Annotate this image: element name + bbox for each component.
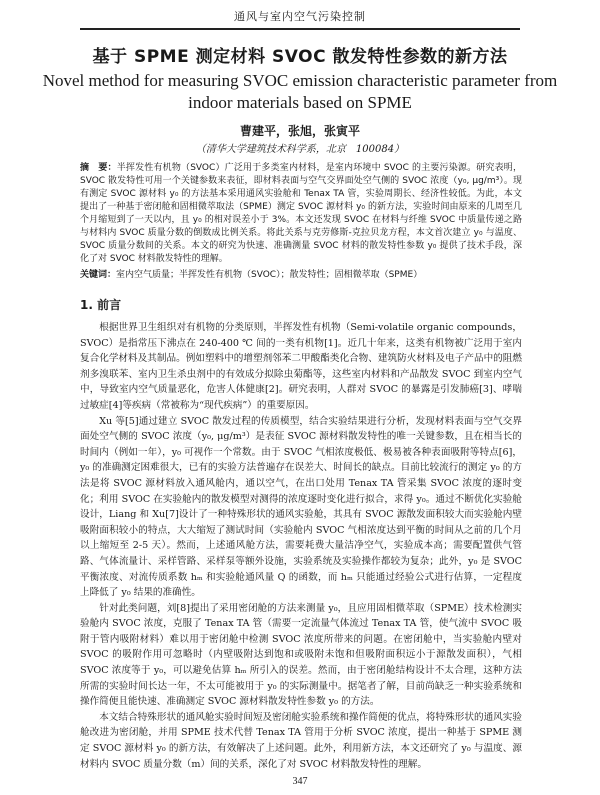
abstract xyxy=(80,162,522,266)
paragraph: Xu 等[5]通过建立 SVOC 散发过程的传质模型，结合实验结果进行分析，发现材料表面与空气交界面处空气侧的 SVOC 浓度（y₀, μg/m³）是表征 SVOC 源材料散发特性的唯一关键参数，且在相当长的时间内（例如一年），y₀ 可视作一个常数。由于 SVOC 气相浓度极低、极易被各种表面吸附等特点[6]，y₀ 的准确测定困难很大，已有的实验方法普遍存在误差大、时间长的缺点。目前比较流行的测定 y₀ 的方法是将 SVOC 源材料放入通风舱内，通以空气，在出口处用 Tenax TA 管采集 SVOC 浓度的逐时变化；利用 SVOC 在实验舱内的散发模型对测得的浓度逐时变化进行拟合，求得 y₀。通过不断优化实验舱设计，Liang 和 Xu[7]设计了一种特殊形状的通风实验舱，其具有 SVOC 源散发面积较大而实验舱内壁吸附面积较小的特点，大大缩短了测试时间（实验舱内 SVOC 气相浓度达到平衡的时间从之前的几个月以上缩短至 2-5 天）。然而，上述通风舱方法，需要耗费大量洁净空气，实验成本高；需要配置供气管路、气体流量计、采样管路、采样泵等额外设施，实验系统及实验操作都较为复杂；此外，y₀ 是 SVOC 平衡浓度、对流传质系数 hₘ 和实验舱通风量 Q 的函数，而 hₘ 只能通过经验公式进行估算，一定程度上降低了 y₀ 结果的准确性。 xyxy=(80,415,522,599)
title-chinese: 基于 SPME 测定材料 SVOC 散发特性参数的新方法 xyxy=(92,47,508,67)
affiliation: （清华大学建筑技术科学系，北京 100084） xyxy=(195,144,405,155)
paragraph: 本文结合特殊形状的通风舱实验时间短及密闭舱实验系统和操作简便的优点，将特殊形状的通风实验舱改进为密闭舱，并用 SPME 技术代替 Tenax TA 管用于分析 SVOC 浓度，提出一种基于 SPME 测定 SVOC 源材料 y₀ 的新方法，有效解决了上述问题。此外，利用新方法，本文还研究了 y₀ 与温度、源材料内 SVOC 质量分数（m）间的关系，深化了对 SVOC 材料散发特性的理解。 xyxy=(80,711,522,770)
keywords-label: 关键词： xyxy=(80,270,117,280)
paragraph: 根据世界卫生组织对有机物的分类原则，半挥发性有机物（Semi-volatile organic compounds，SVOC）是指常压下沸点在 240-400 ℃ 间的一类有机物[1]。近几十年来，这类有机物被广泛用于室内复合化学材料及其制品。例如塑料中的增塑剂邻苯二甲酸酯类化合物、建筑防火材料及电子产品中的阻燃剂多溴联苯、室内卫生杀虫剂中的有效成分拟除虫菊酯等，这些室内材料和产品散发 SVOC 到室内空气中，导致室内空气质量恶化，危害人体健康[2]。研究表明，人群对 SVOC 的暴露是引发肺癌[3]、哮喘过敏症[4]等疾病（常被称为“现代疾病”）的重要原因。 xyxy=(80,322,522,411)
keywords xyxy=(80,269,522,282)
abstract-label: 摘 要： xyxy=(80,163,117,173)
keywords-text: 室内空气质量；半挥发性有机物（SVOC）；散发特性；固相微萃取（SPME） xyxy=(116,270,423,280)
author-list: 曹建平，张旭，张寅平 xyxy=(239,124,360,138)
paragraph: 针对此类问题，刘[8]提出了采用密闭舱的方法来测量 y₀，且应用固相微萃取（SPME）技术检测实验舱内 SVOC 浓度，克服了 Tenax TA 管（需要一定流量气体流过 Tenax TA 管，使气流中 SVOC 吸附于管内吸附材料）难以用于密闭舱中检测 SVOC 浓度所带来的问题。在密闭舱中，当实验舱内壁对 SVOC 的吸附作用可忽略时（内壁吸附达到饱和或吸附未饱和但吸附面积远小于源散发面积），气相 SVOC 浓度等于 y₀，可以避免估算 hₘ 所引入的误差。然而，由于密闭舱结构设计不太合理，这种方法所需的实验时间长达一年，不太可能被用于 y₀ 的实际测量中。据笔者了解，目前尚缺乏一种实验系统和操作简便且能快速、准确测定 SVOC 源材料散发特性参数 y₀ 的方法。 xyxy=(80,602,522,708)
abstract-text: 半挥发性有机物（SVOC）广泛用于多类室内材料，是室内环境中 SVOC 的主要污染源。研究表明，SVOC 散发特性可用一个关键参数来表征，即材料表面与空气交界面处空气侧的 SVOC 浓度（y₀, μg/m³）。现有测定 SVOC 源材料 y₀ 的方法基本采用通风实验舱和 Tenax TA 管，实验周期长、经济性较低。为此，本文提出了一种基于密闭舱和固相微萃取法（SPME）测定 SVOC 源材料 y₀ 的新方法，实验时间由原来的几周至几个月缩短到了一天以内，且 y₀ 的相对误差小于 3%。本文还发现 SVOC 在材料与纤维 SVOC 中质量传递之路与材料内 SVOC 质量分数的倒数成比例关系。将此关系与克劳修斯-克拉贝龙方程，本文首次建立 y₀ 与温度、SVOC 质量分数间的关系。本文的研究为快速、准确测量 SVOC 材料的散发特性参数 y₀ 提供了技术手段，深化了对 SVOC 材料散发特性的理解。 xyxy=(80,163,522,264)
running-head: 通风与室内空气污染控制 xyxy=(80,8,520,30)
body-text xyxy=(80,320,522,770)
title-english: Novel method for measuring SVOC emission characteristic parameter from indoor materials based on SPME xyxy=(42,71,558,112)
section-heading-introduction: 1. 前言 xyxy=(80,298,122,312)
page-number: 347 xyxy=(292,776,308,787)
